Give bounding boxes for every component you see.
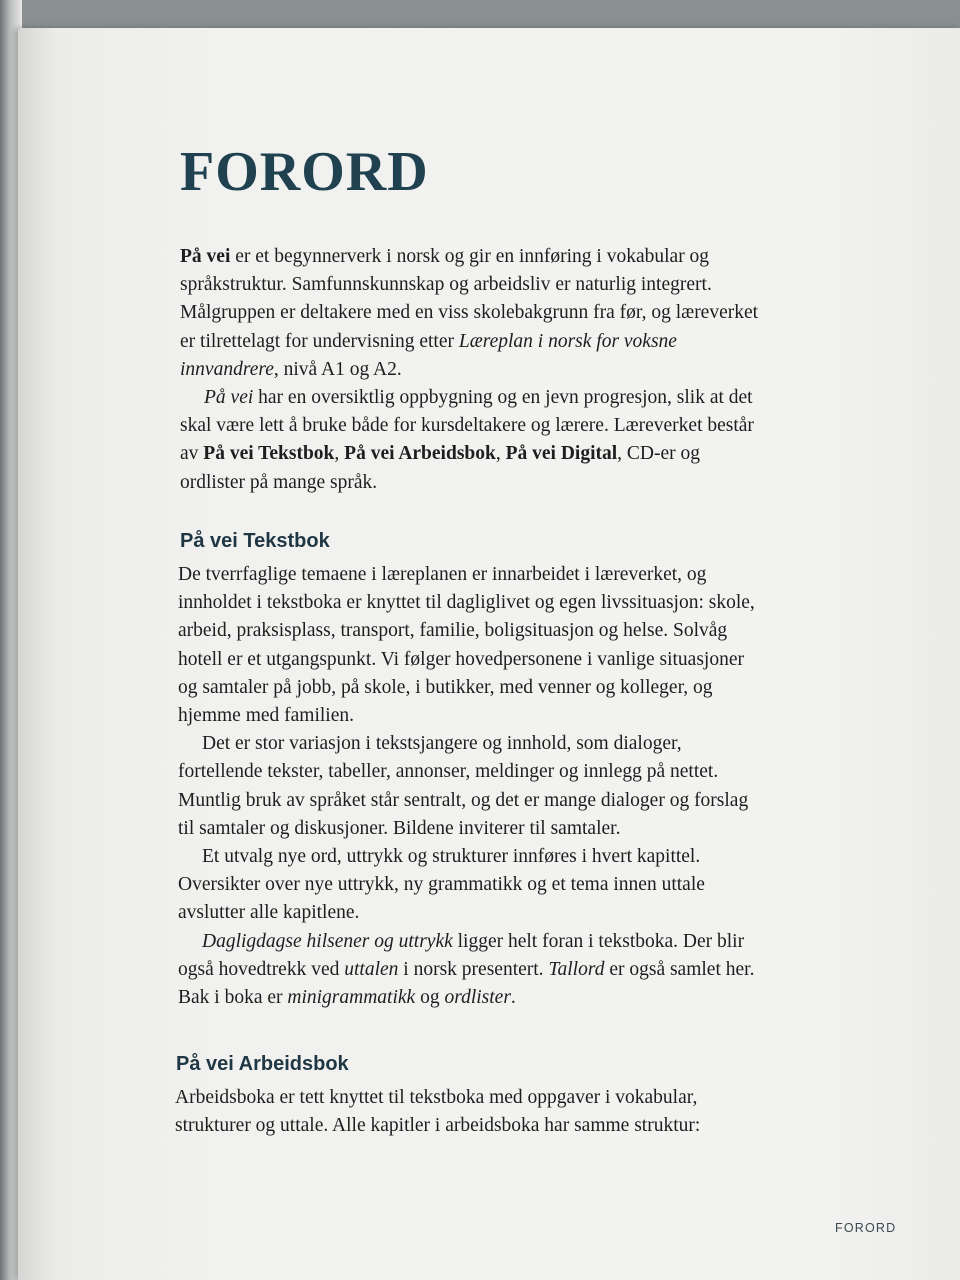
- text-run: Tallord: [548, 958, 605, 980]
- text-run: ,: [495, 443, 506, 465]
- arbeidsbok-section: [175, 1084, 765, 1140]
- section-heading-arbeidsbok: På vei Arbeidsbok: [176, 1053, 349, 1075]
- text-run: i norsk presentert.: [398, 958, 549, 980]
- arbeidsbok-paragraph-1: [175, 1084, 765, 1140]
- text-run: De tverrfaglige temaene i læreplanen er innarbeidet i læreverket, og innholdet i tekstboka er knyttet til dagliglivet og egen livssituasjon: skole, arbeid, praksisplass, transport, familie, boligsituasjon og helse. Solvåg hotell er et utgangspunkt. Vi følger hovedpersonene i vanlige situasjoner og samtaler på jobb, på skole, i butikker, med venner og kolleger, og hjemme med familien.: [178, 564, 755, 727]
- running-footer: FORORD: [835, 1221, 897, 1235]
- text-run: minigrammatikk: [287, 987, 416, 1009]
- text-run: ,: [334, 443, 345, 465]
- text-run: Arbeidsboka er tett knyttet til tekstboka med oppgaver i vokabular, strukturer og uttale. Alle kapitler i arbeidsboka har samme struktur:: [175, 1087, 701, 1137]
- text-run: På vei Tekstbok: [203, 443, 335, 465]
- text-run: Dagligdagse hilsener og uttrykk: [202, 930, 453, 952]
- text-run: uttalen: [344, 958, 399, 980]
- intro-paragraph-1: [180, 243, 760, 384]
- text-run: Et utvalg nye ord, uttrykk og strukturer innføres i hvert kapittel. Oversikter over nye uttrykk, ny grammatikk og et tema innen uttale avslutter alle kapitlene.: [178, 846, 705, 924]
- text-run: er et begynnerverk i norsk og gir en innføring i vokabular og språkstruktur. Samfunnskunnskap og arbeidsliv er naturlig integrert. Målgruppen er deltakere med en viss skolebakgrunn fra før, og læreverket er tilrettelagt for undervisning etter: [180, 246, 759, 352]
- intro-section: [180, 243, 760, 497]
- text-run: Det er stor variasjon i tekstsjangere og innhold, som dialoger, fortellende tekster, tabeller, annonser, meldinger og innlegg på nettet. Muntlig bruk av språket står sentralt, og det er mange dialoger og forslag til samtaler og diskusjoner. Bildene inviterer til samtaler.: [178, 733, 749, 839]
- text-run: og: [415, 987, 445, 1009]
- text-run: Læreplan i norsk for voksne innvandrere: [180, 330, 677, 380]
- tekstbok-paragraph-2: [178, 730, 768, 843]
- text-run: , nivå A1 og A2.: [273, 358, 402, 380]
- tekstbok-paragraph-4: [178, 928, 768, 1013]
- text-run: .: [510, 987, 516, 1009]
- text-run: ligger helt foran i tekstboka. Der blir også hovedtrekk ved: [178, 930, 745, 980]
- intro-paragraph-2: [180, 384, 760, 497]
- tekstbok-paragraph-3: [178, 843, 768, 928]
- text-run: har en oversiktlig oppbygning og en jevn progresjon, slik at det skal være lett å bruke både for kursdeltakere og lærere. Læreverket består av: [180, 387, 754, 465]
- tekstbok-paragraph-1: [178, 561, 768, 730]
- page-title: FORORD: [180, 141, 429, 203]
- text-run: På vei Arbeidsbok: [344, 443, 496, 465]
- section-heading-tekstbok: På vei Tekstbok: [180, 530, 330, 552]
- text-run: På vei: [180, 246, 231, 267]
- text-run: ordlister: [444, 987, 511, 1009]
- text-run: , CD-er og ordlister på mange språk.: [180, 443, 701, 493]
- text-run: På vei: [204, 387, 254, 409]
- text-run: er også samlet her. Bak i boka er: [178, 958, 755, 1009]
- text-run: På vei Digital: [505, 443, 618, 465]
- tekstbok-section: [178, 561, 768, 1012]
